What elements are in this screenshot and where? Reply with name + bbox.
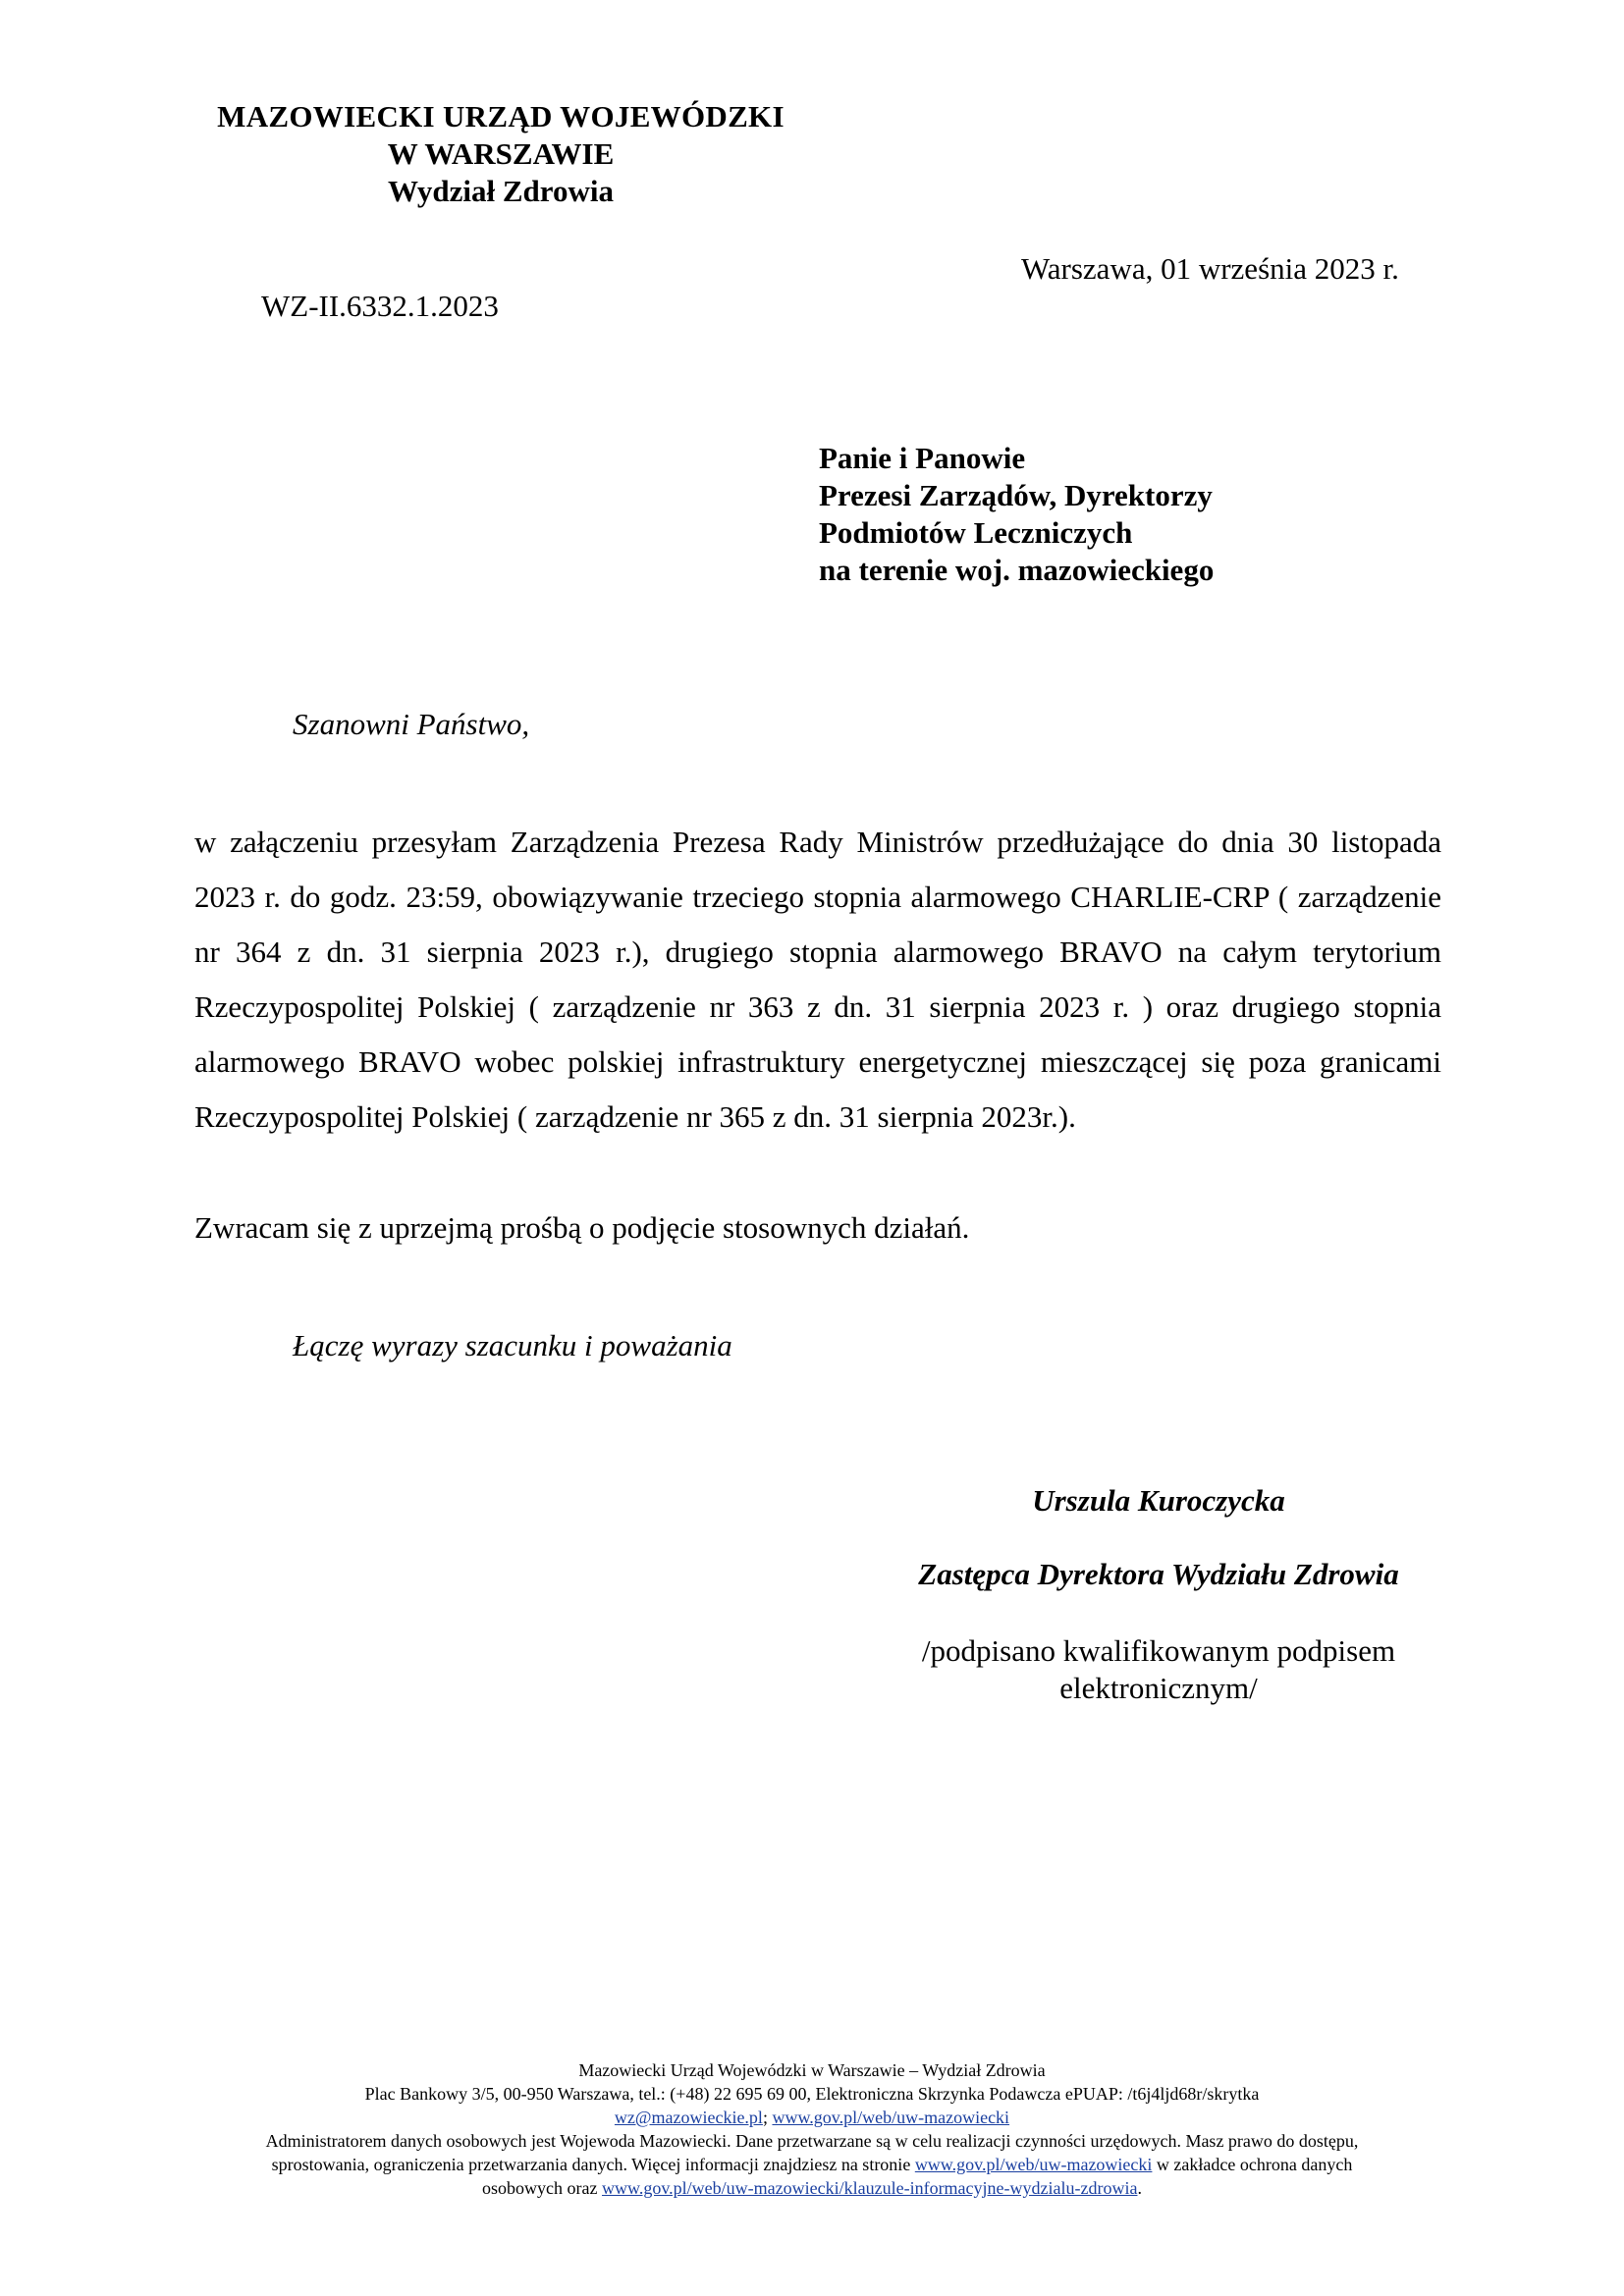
- reference-number: WZ-II.6332.1.2023: [261, 289, 499, 323]
- privacy-line2: [147, 2153, 1477, 2176]
- signature-note-line1: /podpisano kwalifikowanym podpisem: [921, 1633, 1396, 1668]
- department-name: Wydział Zdrowia: [388, 174, 614, 208]
- body-paragraph: w załączeniu przesyłam Zarządzenia Prezesa Rady Ministrów przedłużające do dnia 30 listopada 2023 r. do godz. 23:59, obowiązywanie trzeciego stopnia alarmowego CHARLIE-CRP ( zarządzenie nr 364 z dn. 31 sierpnia 2023 r.), drugiego stopnia alarmowego BRAVO na całym terytorium Rzeczypospolitej Polskiej ( zarządzenie nr 363 z dn. 31 sierpnia 2023 r. ) oraz drugiego stopnia alarmowego BRAVO wobec polskiej infrastruktury energetycznej mieszczącej się poza granicami Rzeczypospolitej Polskiej ( zarządzenie nr 365 z dn. 31 sierpnia 2023r.).: [194, 825, 1441, 1134]
- request-sentence: Zwracam się z uprzejmą prośbą o podjęcie stosownych działań.: [194, 1210, 970, 1245]
- privacy-clause-link[interactable]: www.gov.pl/web/uw-mazowiecki/klauzule-informacyjne-wydzialu-zdrowia: [602, 2178, 1138, 2198]
- email-link[interactable]: wz@mazowieckie.pl: [614, 2108, 763, 2127]
- addressee-line: Panie i Panowie: [819, 441, 1026, 475]
- organization-name-line1: MAZOWIECKI URZĄD WOJEWÓDZKI: [217, 99, 785, 133]
- footer-address: Plac Bankowy 3/5, 00-950 Warszawa, tel.: (+48) 22 695 69 00, Elektroniczna Skrzynka Podawcza ePUAP: /t6j4ljd68r/skrytka: [364, 2084, 1260, 2104]
- letterhead: [196, 98, 805, 210]
- footer-contact-links: [147, 2106, 1477, 2129]
- website-link[interactable]: www.gov.pl/web/uw-mazowiecki: [772, 2108, 1010, 2127]
- signature-note: [864, 1632, 1453, 1707]
- signatory-name: Urszula Kuroczycka: [1032, 1483, 1285, 1518]
- signatory-title: Zastępca Dyrektora Wydziału Zdrowia: [918, 1557, 1399, 1591]
- organization-name-line2: W WARSZAWIE: [387, 136, 615, 171]
- addressee-line: Prezesi Zarządów, Dyrektorzy: [819, 478, 1213, 512]
- addressee-block: [819, 440, 1214, 589]
- footer-separator: ;: [762, 2108, 773, 2127]
- footer-organization: Mazowiecki Urząd Wojewódzki w Warszawie – Wydział Zdrowia: [578, 2060, 1046, 2080]
- addressee-line: na terenie woj. mazowieckiego: [819, 553, 1215, 587]
- addressee-line: Podmiotów Leczniczych: [819, 515, 1133, 550]
- page-footer: [147, 2058, 1477, 2200]
- closing-phrase: Łączę wyrazy szacunku i poważania: [293, 1328, 732, 1362]
- privacy-line3: [147, 2176, 1477, 2200]
- letter-body: [194, 815, 1441, 1145]
- privacy-text: w zakładce ochrona danych: [1152, 2155, 1353, 2174]
- privacy-text: sprostowania, ograniczenia przetwarzania danych. Więcej informacji znajdziesz na stronie: [271, 2155, 915, 2174]
- place-date: Warszawa, 01 września 2023 r.: [1021, 251, 1399, 286]
- privacy-text: .: [1137, 2178, 1142, 2198]
- privacy-text: osobowych oraz: [482, 2178, 602, 2198]
- salutation: Szanowni Państwo,: [293, 707, 530, 741]
- signature-note-line2: elektronicznym/: [1059, 1671, 1258, 1705]
- privacy-line1: Administratorem danych osobowych jest Wojewoda Mazowiecki. Dane przetwarzane są w celu realizacji czynności urzędowych. Masz prawo do dostępu,: [265, 2131, 1359, 2151]
- privacy-website-link[interactable]: www.gov.pl/web/uw-mazowiecki: [914, 2155, 1153, 2174]
